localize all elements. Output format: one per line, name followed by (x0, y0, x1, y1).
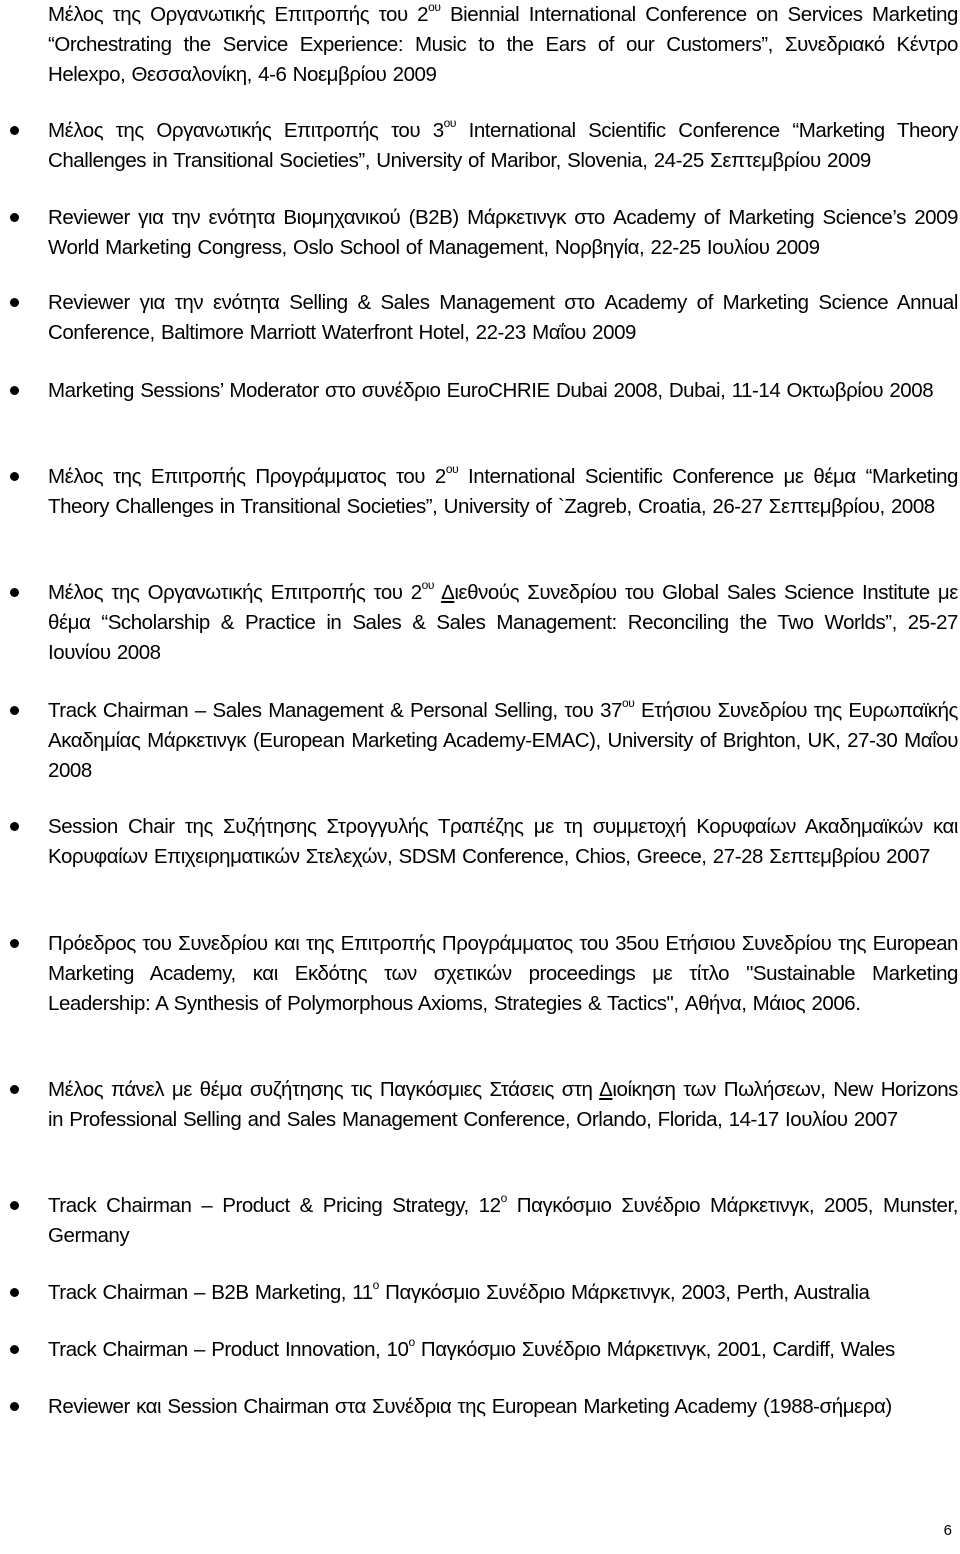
bullet-icon (10, 203, 24, 233)
list-item: Μέλος της Οργανωτικής Επιτροπής του $2^{o\upsilon}$ Διεθνούς Συνεδρίου του Global Sales Science Institute με θέμα “Scholarship & Practice in Sales & Sales Management: Reconciling the Two Worlds”, 25-27 Ιουνίου 2008 (48, 578, 958, 668)
list-item: Μέλος πάνελ με θέμα συζήτησης τις Παγκόσμιες Στάσεις στη Διοίκηση των Πωλήσεων, New Horizons in Professional Selling and Sales Management Conference, Orlando, Florida, 14-17 Ιουλίου 2007 (48, 1075, 958, 1135)
list-item: Reviewer για την ενότητα Βιομηχανικού (B2B) Μάρκετινγκ στο Academy of Marketing Science’s 2009 World Marketing Congress, Oslo School of Management, Νορβηγία, 22-25 Ιουλίου 2009 (48, 203, 958, 263)
bullet-icon (10, 376, 24, 406)
bullet-icon (10, 1191, 24, 1221)
bullet-icon (10, 1278, 24, 1308)
bullet-icon (10, 288, 24, 318)
bullet-icon (10, 116, 24, 146)
bullet-icon (10, 929, 24, 959)
list-item: Session Chair της Συζήτησης Στρογγυλής Τραπέζης με τη συμμετοχή Κορυφαίων Ακαδημαϊκών και Κορυφαίων Επιχειρηματικών Στελεχών, SDSM Conference, Chios, Greece, 27-28 Σεπτεμβρίου 2007 (48, 812, 958, 872)
list-item: Marketing Sessions’ Moderator στο συνέδριο EuroCHRIE Dubai 2008, Dubai, 11-14 Οκτωβρίου 2008 (48, 376, 958, 406)
page-number: 6 (943, 1522, 952, 1539)
bullet-icon (10, 1335, 24, 1365)
list-item: Track Chairman – Sales Management & Personal Selling, του $37^{o\upsilon}$ Ετήσιου Συνεδρίου της Ευρωπαϊκής Ακαδημίας Μάρκετινγκ (European Marketing Academy-EMAC), University of Brighton, UK, 27-30 Μαΐου 2008 (48, 696, 958, 786)
list-item: Μέλος της Οργανωτικής Επιτροπής του $2^{o\upsilon}$ Biennial International Conference on Services Marketing “Orchestrating the Service Experience: Music to the Ears of our Customers”, Συνεδριακό Κέντρο Helexpo, Θεσσαλονίκη, 4-6 Νοεμβρίου 2009 (48, 0, 958, 86)
list-item: Track Chairman – Product & Pricing Strategy, $12^o$ Παγκόσμιο Συνέδριο Μάρκετινγκ, 2005, Munster, Germany (48, 1191, 958, 1251)
bullet-icon (10, 578, 24, 608)
list-item: Μέλος της Οργανωτικής Επιτροπής του $3^{o\upsilon}$ International Scientific Conference “Marketing Theory Challenges in Transitional Societies”, University of Maribor, Slovenia, 24-25 Σεπτεμβρίου 2009 (48, 116, 958, 176)
list-item: Track Chairman – Product Innovation, $10^o$ Παγκόσμιο Συνέδριο Μάρκετινγκ, 2001, Cardiff, Wales (48, 1335, 958, 1365)
list-item: Track Chairman – B2B Marketing, $11^o$ Παγκόσμιο Συνέδριο Μάρκετινγκ, 2003, Perth, Australia (48, 1278, 958, 1308)
bullet-icon (10, 462, 24, 492)
bullet-icon (10, 1075, 24, 1105)
list-item: Reviewer και Session Chairman στα Συνέδρια της European Marketing Academy (1988-σήμερα) (48, 1392, 958, 1422)
bullet-icon (10, 696, 24, 726)
list-item: Reviewer για την ενότητα Selling & Sales Management στο Academy of Marketing Science Annual Conference, Baltimore Marriott Waterfront Hotel, 22-23 Μαΐου 2009 (48, 288, 958, 348)
bullet-icon (10, 812, 24, 842)
bullet-icon (10, 1392, 24, 1422)
list-item: Πρόεδρος του Συνεδρίου και της Επιτροπής Προγράμματος του 35ου Ετήσιου Συνεδρίου της European Marketing Academy, και Εκδότης των σχετικών proceedings με τίτλο "Sustainable Marketing Leadership: A Synthesis of Polymorphous Axioms, Strategies & Tactics", Αθήνα, Μάιος 2006. (48, 929, 958, 1019)
list-item: Μέλος της Επιτροπής Προγράμματος του $2^{o\upsilon}$ International Scientific Conference με θέμα “Marketing Theory Challenges in Transitional Societies”, University of `Zagreb, Croatia, 26-27 Σεπτεμβρίου, 2008 (48, 462, 958, 522)
